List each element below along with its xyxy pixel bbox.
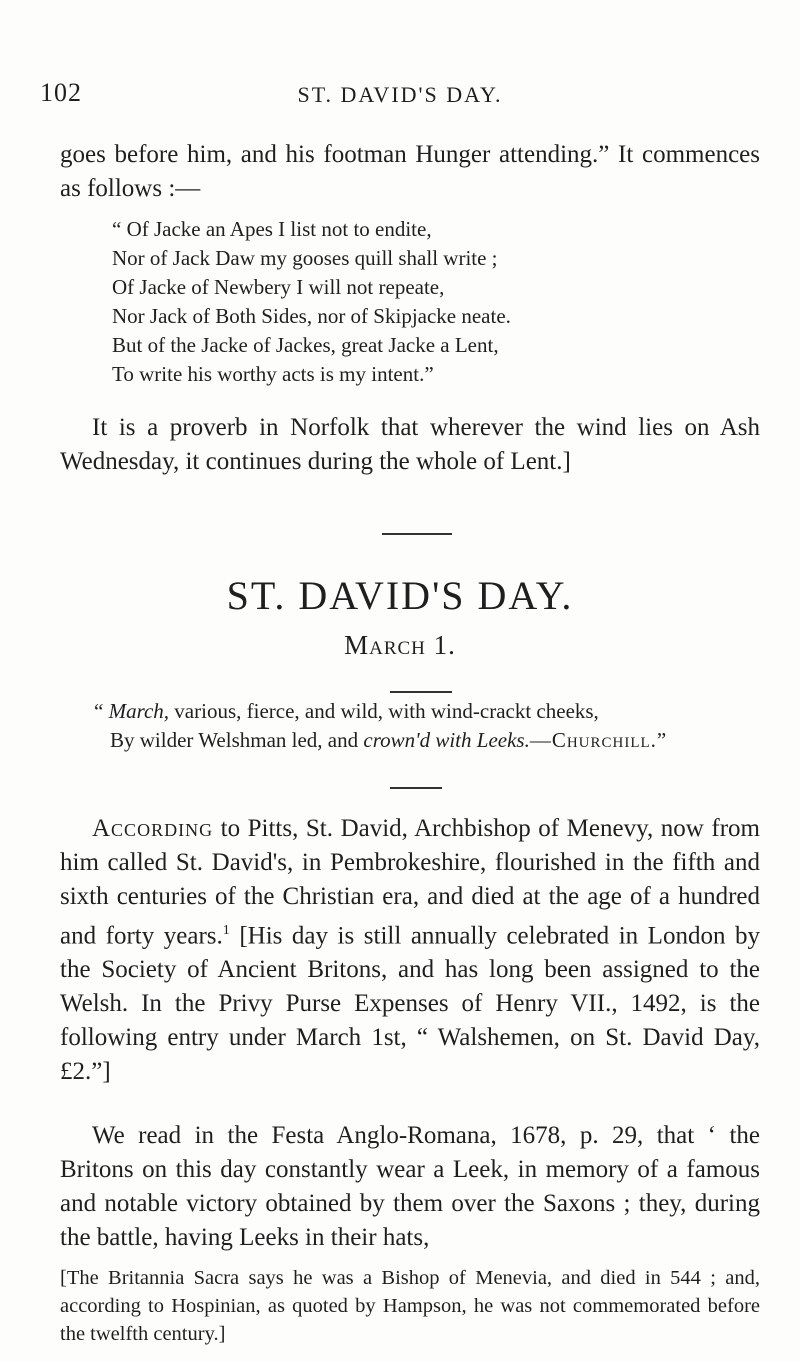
epigraph [94, 697, 774, 755]
epigraph-italic-leeks: crown'd with Leeks. [363, 728, 530, 752]
section-divider [382, 533, 452, 535]
poem-line: Nor of Jack Daw my gooses quill shall write ; [112, 246, 498, 270]
epigraph-open-quote: “ [94, 699, 104, 723]
epigraph-line-2-text: By wilder Welshman led, and [110, 728, 364, 752]
poem-line: Of Jacke of Newbery I will not repeate, [112, 275, 445, 299]
lead-word: According [92, 815, 214, 842]
section-title: ST. DAVID'S DAY. [226, 573, 574, 618]
poem-line: “ Of Jacke an Apes I list not to endite, [112, 217, 432, 241]
page-header [40, 78, 760, 114]
epigraph-attribution: —Churchill.” [529, 728, 668, 752]
footnote: [The Britannia Sacra says he was a Bishop of Menevia, and died in 544 ; and, according to Hospinian, as quoted by Hampson, he was not commemorated before the twelfth century.] [60, 1267, 760, 1345]
intro-paragraph: goes before him, and his footman Hunger attending.” It commences as follows :— [60, 141, 760, 202]
epigraph-rule-bottom [390, 787, 442, 789]
epigraph-rule-top [390, 691, 452, 693]
epigraph-line-1 [94, 697, 774, 726]
main-paragraph-bracketed: [His day is still annually celebrated in London by the Society of Ancient Britons, and has long been assigned to the Welsh. In the Privy Purse Expenses of Henry VII., 1492, is the following entry under March 1st, “ Walshemen, on St. David Day, £2.”] [60, 922, 760, 1086]
poem [112, 215, 752, 389]
footnote-marker: 1 [222, 923, 230, 938]
poem-line: To write his worthy acts is my intent.” [112, 362, 434, 386]
proverb-paragraph: It is a proverb in Norfolk that wherever the wind lies on Ash Wednesday, it continues during the whole of Lent.] [60, 414, 760, 475]
epigraph-line-1-text: various, fierce, and wild, with wind-crackt cheeks, [169, 699, 599, 723]
poem-line: Nor Jack of Both Sides, nor of Skipjacke neate. [112, 304, 511, 328]
section-date: March 1. [344, 630, 456, 660]
main-paragraph [60, 812, 760, 1089]
epigraph-line-2 [94, 726, 774, 755]
page-number: 102 [40, 78, 82, 107]
running-title: ST. DAVID'S DAY. [297, 82, 503, 107]
poem-line: But of the Jacke of Jackes, great Jacke a Lent, [112, 333, 499, 357]
main-paragraph-body: to Pitts, St. David, Archbishop of Menevy, now from him called St. David's, in Pembrokeshire, flourished in the fifth and sixth centuries of the Christian era, and died at the age of a hundred and forty years. [60, 815, 760, 950]
epigraph-italic-march: March, [108, 699, 170, 723]
festa-paragraph: We read in the Festa Anglo-Romana, 1678, p. 29, that ‘ the Britons on this day constantly wear a Leek, in memory of a famous and notable victory obtained by them over the Saxons ; they, during the battle, having Leeks in their hats, [60, 1122, 760, 1251]
